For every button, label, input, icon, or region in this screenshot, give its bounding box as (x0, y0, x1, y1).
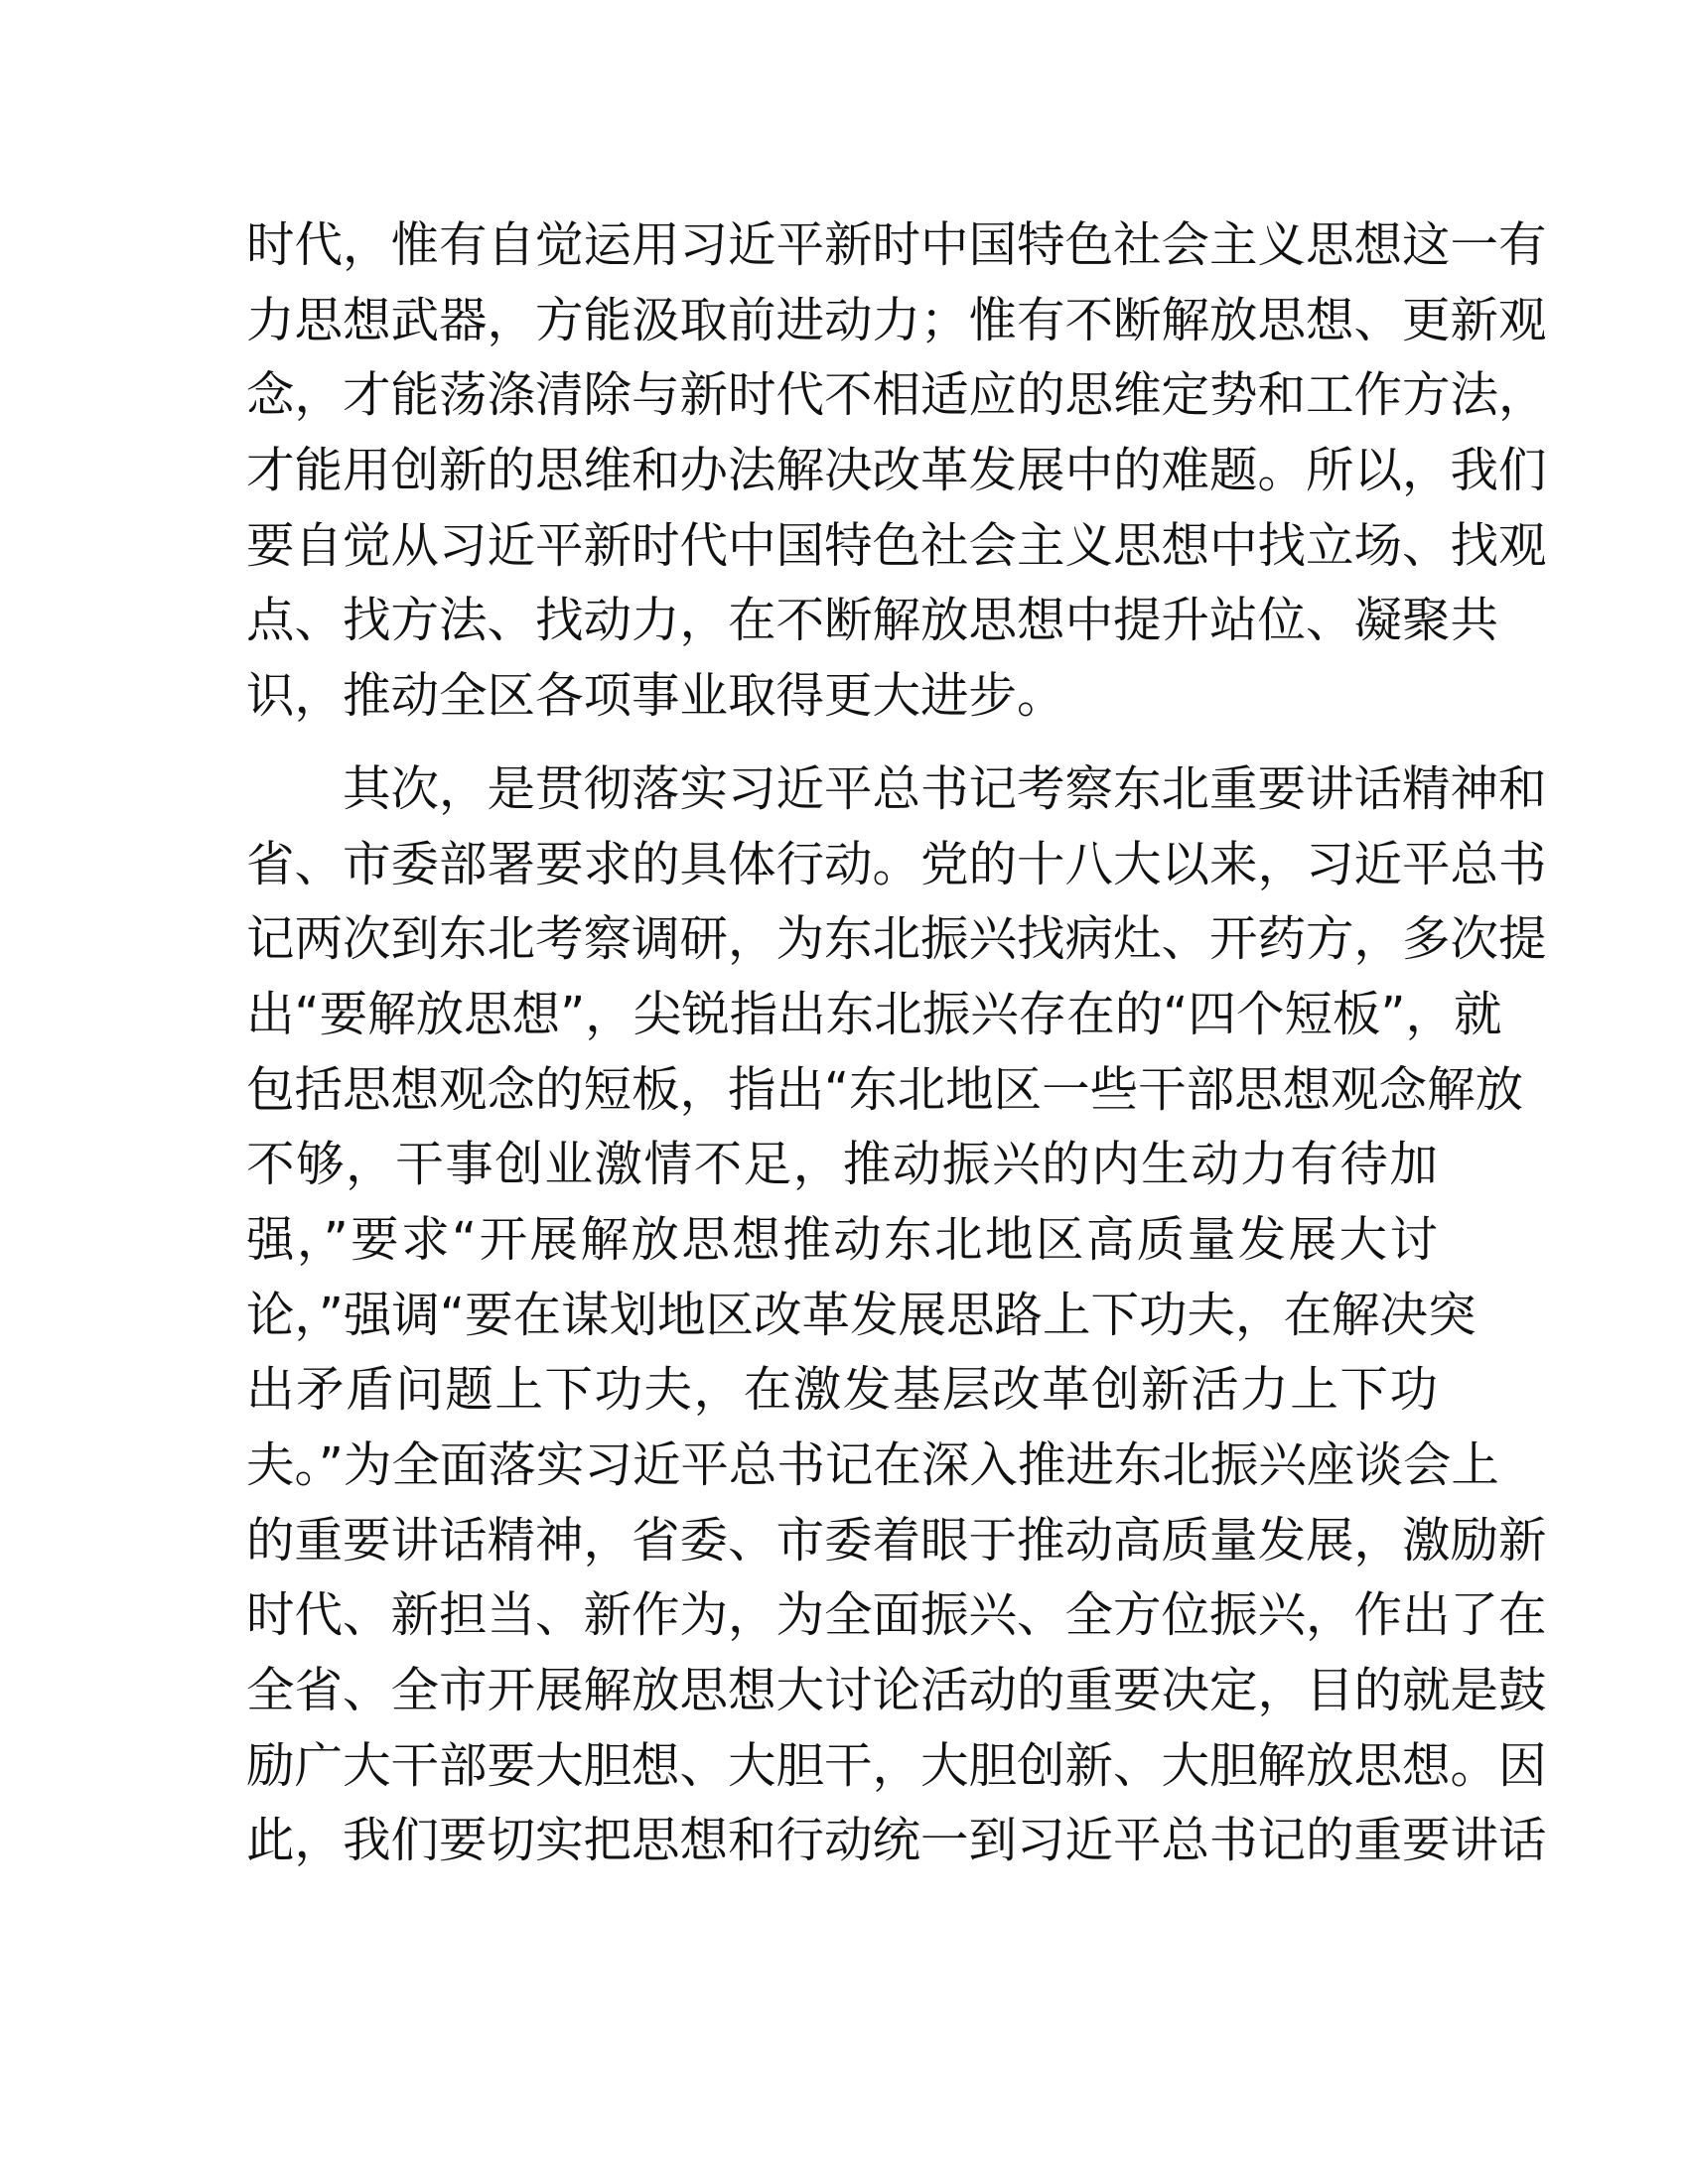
text-line: 识，推动全区各项事业取得更大进步。 (246, 668, 1065, 725)
text-line: 的重要讲话精神，省委、市委着眼于推动高质量发展，激励新 (246, 1512, 1547, 1569)
text-line: 论，”强调“要在谋划地区改革发展思路上下功夫，在解决突 (246, 1287, 1477, 1343)
text-line: 夫。”为全面落实习近平总书记在深入推进东北振兴座谈会上 (246, 1437, 1499, 1493)
paragraph-1 (246, 208, 1547, 735)
text-line: 记两次到东北考察调研，为东北振兴找病灶、开药方，多次提 (246, 911, 1547, 968)
document-page (246, 208, 1547, 1879)
text-line: 才能用创新的思维和办法解决改革发展中的难题。所以，我们 (246, 443, 1547, 499)
text-line: 力思想武器，方能汲取前进动力；惟有不断解放思想、更新观 (246, 292, 1547, 348)
text-line: 要自觉从习近平新时代中国特色社会主义思想中找立场、找观 (246, 517, 1547, 574)
text-line: 包括思想观念的短板，指出“东北地区一些干部思想观念解放 (246, 1061, 1524, 1118)
text-line: 其次，是贯彻落实习近平总书记考察东北重要讲话精神和 (343, 760, 1547, 817)
text-line: 时代、新担当、新作为，为全面振兴、全方位振兴，作出了在 (246, 1587, 1547, 1644)
text-line: 不够，干事创业激情不足，推动振兴的内生动力有待加 (246, 1137, 1438, 1193)
text-line: 出“要解放思想”，尖锐指出东北振兴存在的“四个短板”，就 (246, 986, 1502, 1042)
paragraph-2 (246, 752, 1547, 1879)
text-line: 励广大干部要大胆想、大胆干，大胆创新、大胆解放思想。因 (246, 1737, 1547, 1794)
text-line: 省、市委部署要求的具体行动。党的十八大以来，习近平总书 (246, 836, 1547, 892)
text-line: 念，才能荡涤清除与新时代不相适应的思维定势和工作方法， (246, 367, 1547, 424)
text-line: 全省、全市开展解放思想大讨论活动的重要决定，目的就是鼓 (246, 1663, 1547, 1719)
text-line: 时代，惟有自觉运用习近平新时中国特色社会主义思想这一有 (246, 217, 1547, 273)
text-line: 强，”要求“开展解放思想推动东北地区高质量发展大讨 (246, 1211, 1438, 1268)
paragraph-spacer (246, 735, 1438, 752)
text-line: 点、找方法、找动力，在不断解放思想中提升站位、凝聚共 (246, 593, 1499, 649)
text-line: 出矛盾问题上下功夫，在激发基层改革创新活力上下功 (246, 1362, 1438, 1419)
text-line: 此，我们要切实把思想和行动统一到习近平总书记的重要讲话 (246, 1813, 1547, 1869)
